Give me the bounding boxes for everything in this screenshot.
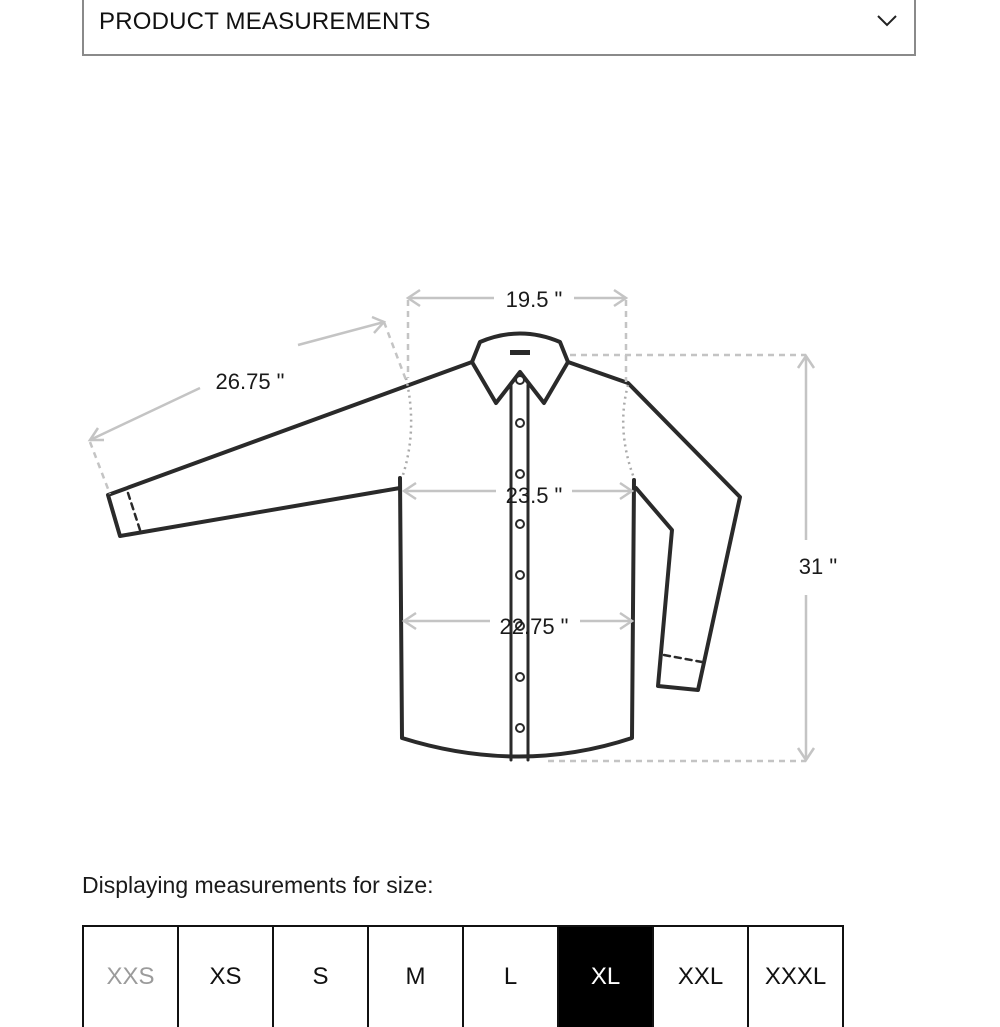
size-option-m[interactable]: M	[369, 927, 464, 1027]
size-option-xs[interactable]: XS	[179, 927, 274, 1027]
size-option-s[interactable]: S	[274, 927, 369, 1027]
collar-tag	[510, 350, 530, 355]
size-option-xxl[interactable]: XXL	[654, 927, 749, 1027]
size-selector	[82, 925, 844, 1027]
size-option-xxs[interactable]: XXS	[84, 927, 179, 1027]
size-option-xxxl[interactable]: XXXL	[749, 927, 844, 1027]
size-option-xl[interactable]: XL	[559, 927, 654, 1027]
shirt-outline	[108, 334, 740, 761]
shirt-buttons	[516, 376, 524, 732]
shoulder-width-label: 19.5 "	[505, 287, 563, 312]
accordion-title: PRODUCT MEASUREMENTS	[99, 8, 431, 35]
sleeve-length-label: 26.75 "	[215, 369, 285, 394]
size-caption: Displaying measurements for size:	[82, 872, 434, 898]
armhole-seams	[402, 378, 634, 478]
chest-width-label: 23.5 "	[505, 483, 563, 508]
body-length-label: 31 "	[798, 554, 838, 579]
waist-width-label: 22.75 "	[499, 614, 569, 639]
measurement-guides	[90, 290, 814, 761]
size-option-l[interactable]: L	[464, 927, 559, 1027]
